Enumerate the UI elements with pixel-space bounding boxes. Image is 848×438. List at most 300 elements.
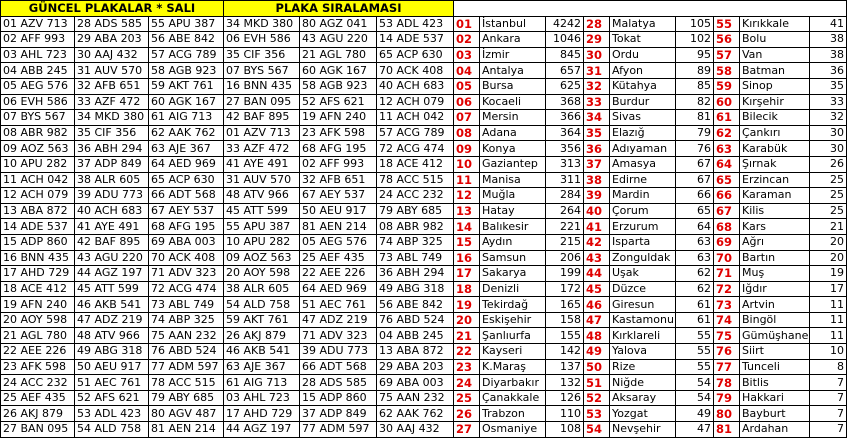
plate-cell[interactable]: 62 AAK 762: [149, 125, 224, 141]
city-cell[interactable]: Bursa: [480, 78, 546, 94]
count-cell[interactable]: 105: [676, 16, 714, 32]
city-cell[interactable]: Giresun: [610, 297, 676, 313]
code-cell[interactable]: 41: [584, 219, 610, 235]
code-cell[interactable]: 50: [584, 359, 610, 375]
plate-cell[interactable]: 37 ADP 849: [300, 406, 377, 422]
count-cell[interactable]: 132: [546, 375, 584, 391]
plate-cell[interactable]: 11 ACH 042: [377, 110, 454, 126]
code-cell[interactable]: 13: [454, 203, 480, 219]
count-cell[interactable]: 36: [810, 63, 847, 79]
plate-cell[interactable]: 80 AGV 487: [149, 406, 224, 422]
plate-cell[interactable]: 06 EVH 586: [224, 32, 300, 48]
code-cell[interactable]: 11: [454, 172, 480, 188]
city-cell[interactable]: Çorum: [610, 203, 676, 219]
plate-cell[interactable]: 16 BNN 435: [224, 78, 300, 94]
count-cell[interactable]: 79: [676, 125, 714, 141]
code-cell[interactable]: 61: [714, 110, 740, 126]
plate-cell[interactable]: 31 AUV 570: [75, 63, 149, 79]
city-cell[interactable]: Konya: [480, 141, 546, 157]
count-cell[interactable]: 158: [546, 312, 584, 328]
plate-cell[interactable]: 59 AKT 761: [224, 312, 300, 328]
city-cell[interactable]: Isparta: [610, 234, 676, 250]
city-cell[interactable]: Antalya: [480, 63, 546, 79]
count-cell[interactable]: 11: [810, 312, 847, 328]
plate-cell[interactable]: 42 BAF 895: [75, 234, 149, 250]
count-cell[interactable]: 47: [676, 422, 714, 438]
code-cell[interactable]: 03: [454, 47, 480, 63]
code-cell[interactable]: 19: [454, 297, 480, 313]
count-cell[interactable]: 137: [546, 359, 584, 375]
plate-cell[interactable]: 38 ALR 605: [75, 172, 149, 188]
city-cell[interactable]: Osmaniye: [480, 422, 546, 438]
count-cell[interactable]: 155: [546, 328, 584, 344]
plate-cell[interactable]: 43 AGU 220: [75, 250, 149, 266]
count-cell[interactable]: 25: [810, 188, 847, 204]
city-cell[interactable]: Karabük: [740, 141, 810, 157]
plate-cell[interactable]: 25 AEF 435: [300, 250, 377, 266]
plate-cell[interactable]: 10 APU 282: [224, 234, 300, 250]
plate-cell[interactable]: 52 AFS 621: [300, 94, 377, 110]
city-cell[interactable]: Aydın: [480, 234, 546, 250]
plate-cell[interactable]: 25 AEF 435: [1, 390, 75, 406]
plate-cell[interactable]: 33 AZF 472: [75, 94, 149, 110]
city-cell[interactable]: Kütahya: [610, 78, 676, 94]
code-cell[interactable]: 29: [584, 32, 610, 48]
plate-cell[interactable]: 19 AFN 240: [1, 297, 75, 313]
city-cell[interactable]: Çanakkale: [480, 390, 546, 406]
count-cell[interactable]: 366: [546, 110, 584, 126]
plate-cell[interactable]: 65 ACP 630: [377, 47, 454, 63]
plate-cell[interactable]: 46 AKB 541: [75, 297, 149, 313]
city-cell[interactable]: Sinop: [740, 78, 810, 94]
plate-cell[interactable]: 47 ADZ 219: [300, 312, 377, 328]
plate-cell[interactable]: 75 AAN 232: [149, 328, 224, 344]
plate-cell[interactable]: 08 ABR 982: [1, 125, 75, 141]
count-cell[interactable]: 284: [546, 188, 584, 204]
count-cell[interactable]: 21: [810, 219, 847, 235]
plate-cell[interactable]: 68 AFG 195: [149, 219, 224, 235]
city-cell[interactable]: Malatya: [610, 16, 676, 32]
plate-cell[interactable]: 28 ADS 585: [75, 16, 149, 32]
city-cell[interactable]: Aksaray: [610, 390, 676, 406]
code-cell[interactable]: 24: [454, 375, 480, 391]
plate-cell[interactable]: 39 ADU 773: [75, 188, 149, 204]
count-cell[interactable]: 38: [810, 32, 847, 48]
code-cell[interactable]: 22: [454, 344, 480, 360]
count-cell[interactable]: 49: [676, 406, 714, 422]
count-cell[interactable]: 67: [676, 156, 714, 172]
code-cell[interactable]: 28: [584, 16, 610, 32]
code-cell[interactable]: 21: [454, 328, 480, 344]
code-cell[interactable]: 44: [584, 266, 610, 282]
city-cell[interactable]: Ağrı: [740, 234, 810, 250]
code-cell[interactable]: 71: [714, 266, 740, 282]
plate-cell[interactable]: 45 ATT 599: [75, 281, 149, 297]
plate-cell[interactable]: 57 ACG 789: [149, 47, 224, 63]
count-cell[interactable]: 66: [676, 188, 714, 204]
code-cell[interactable]: 01: [454, 16, 480, 32]
plate-cell[interactable]: 73 ABL 749: [149, 297, 224, 313]
code-cell[interactable]: 43: [584, 250, 610, 266]
plate-cell[interactable]: 07 BYS 567: [1, 110, 75, 126]
plate-cell[interactable]: 32 AFB 651: [300, 172, 377, 188]
plate-cell[interactable]: 44 AGZ 197: [75, 266, 149, 282]
plate-cell[interactable]: 27 BAN 095: [1, 422, 75, 438]
plate-cell[interactable]: 41 AYE 491: [75, 219, 149, 235]
plate-cell[interactable]: 22 AEE 226: [300, 266, 377, 282]
code-cell[interactable]: 51: [584, 375, 610, 391]
plate-cell[interactable]: 53 ADL 423: [75, 406, 149, 422]
city-cell[interactable]: Erzincan: [740, 172, 810, 188]
city-cell[interactable]: Bayburt: [740, 406, 810, 422]
plate-cell[interactable]: 24 ACC 232: [1, 375, 75, 391]
code-cell[interactable]: 35: [584, 125, 610, 141]
plate-cell[interactable]: 80 AGZ 041: [300, 16, 377, 32]
plate-cell[interactable]: 71 ADV 323: [149, 266, 224, 282]
plate-cell[interactable]: 64 AED 969: [300, 281, 377, 297]
city-cell[interactable]: Ardahan: [740, 422, 810, 438]
plate-cell[interactable]: 48 ATV 966: [224, 188, 300, 204]
plate-cell[interactable]: 31 AUV 570: [224, 172, 300, 188]
plate-cell[interactable]: 72 ACG 474: [149, 281, 224, 297]
count-cell[interactable]: 38: [810, 47, 847, 63]
plate-cell[interactable]: 61 AIG 713: [149, 110, 224, 126]
plate-cell[interactable]: 73 ABL 749: [377, 250, 454, 266]
plate-cell[interactable]: 63 AJE 367: [224, 359, 300, 375]
city-cell[interactable]: Çankırı: [740, 125, 810, 141]
code-cell[interactable]: 73: [714, 297, 740, 313]
count-cell[interactable]: 25: [810, 203, 847, 219]
city-cell[interactable]: Van: [740, 47, 810, 63]
plate-cell[interactable]: 06 EVH 586: [1, 94, 75, 110]
count-cell[interactable]: 26: [810, 156, 847, 172]
code-cell[interactable]: 75: [714, 328, 740, 344]
count-cell[interactable]: 313: [546, 156, 584, 172]
count-cell[interactable]: 32: [810, 110, 847, 126]
code-cell[interactable]: 53: [584, 406, 610, 422]
plate-cell[interactable]: 77 ADM 597: [149, 359, 224, 375]
plate-cell[interactable]: 36 ABH 294: [377, 266, 454, 282]
count-cell[interactable]: 7: [810, 390, 847, 406]
plate-cell[interactable]: 70 ACK 408: [377, 63, 454, 79]
code-cell[interactable]: 07: [454, 110, 480, 126]
count-cell[interactable]: 85: [676, 78, 714, 94]
plate-cell[interactable]: 14 ADE 537: [377, 32, 454, 48]
count-cell[interactable]: 172: [546, 281, 584, 297]
count-cell[interactable]: 625: [546, 78, 584, 94]
code-cell[interactable]: 14: [454, 219, 480, 235]
city-cell[interactable]: Kilis: [740, 203, 810, 219]
count-cell[interactable]: 33: [810, 94, 847, 110]
code-cell[interactable]: 45: [584, 281, 610, 297]
city-cell[interactable]: Şırnak: [740, 156, 810, 172]
plate-cell[interactable]: 68 AFG 195: [300, 141, 377, 157]
city-cell[interactable]: Edirne: [610, 172, 676, 188]
code-cell[interactable]: 74: [714, 312, 740, 328]
code-cell[interactable]: 25: [454, 390, 480, 406]
plate-cell[interactable]: 40 ACH 683: [377, 78, 454, 94]
city-cell[interactable]: Diyarbakır: [480, 375, 546, 391]
city-cell[interactable]: Samsun: [480, 250, 546, 266]
city-cell[interactable]: Elazığ: [610, 125, 676, 141]
city-cell[interactable]: Burdur: [610, 94, 676, 110]
plate-cell[interactable]: 17 AHD 729: [224, 406, 300, 422]
code-cell[interactable]: 12: [454, 188, 480, 204]
plate-cell[interactable]: 14 ADE 537: [1, 219, 75, 235]
code-cell[interactable]: 09: [454, 141, 480, 157]
count-cell[interactable]: 76: [676, 141, 714, 157]
plate-cell[interactable]: 78 ACC 515: [377, 172, 454, 188]
plate-cell[interactable]: 16 BNN 435: [1, 250, 75, 266]
plate-cell[interactable]: 09 AOZ 563: [224, 250, 300, 266]
code-cell[interactable]: 04: [454, 63, 480, 79]
plate-cell[interactable]: 66 ADT 568: [300, 359, 377, 375]
code-cell[interactable]: 70: [714, 250, 740, 266]
count-cell[interactable]: 356: [546, 141, 584, 157]
plate-cell[interactable]: 41 AYE 491: [224, 156, 300, 172]
plate-cell[interactable]: 13 ABA 872: [1, 203, 75, 219]
plate-cell[interactable]: 27 BAN 095: [224, 94, 300, 110]
count-cell[interactable]: 11: [810, 328, 847, 344]
city-cell[interactable]: Niğde: [610, 375, 676, 391]
count-cell[interactable]: 41: [810, 16, 847, 32]
plate-cell[interactable]: 11 ACH 042: [1, 172, 75, 188]
plate-cell[interactable]: 78 ACC 515: [149, 375, 224, 391]
plate-cell[interactable]: 35 CIF 356: [224, 47, 300, 63]
plate-cell[interactable]: 59 AKT 761: [149, 78, 224, 94]
plate-cell[interactable]: 67 AEY 537: [300, 188, 377, 204]
plate-cell[interactable]: 01 AZV 713: [1, 16, 75, 32]
plate-cell[interactable]: 12 ACH 079: [1, 188, 75, 204]
plate-cell[interactable]: 69 ABA 003: [149, 234, 224, 250]
city-cell[interactable]: Kayseri: [480, 344, 546, 360]
plate-cell[interactable]: 10 APU 282: [1, 156, 75, 172]
plate-cell[interactable]: 34 MKD 380: [75, 110, 149, 126]
city-cell[interactable]: Düzce: [610, 281, 676, 297]
city-cell[interactable]: K.Maraş: [480, 359, 546, 375]
code-cell[interactable]: 52: [584, 390, 610, 406]
count-cell[interactable]: 215: [546, 234, 584, 250]
code-cell[interactable]: 32: [584, 78, 610, 94]
count-cell[interactable]: 364: [546, 125, 584, 141]
plate-cell[interactable]: 47 ADZ 219: [75, 312, 149, 328]
city-cell[interactable]: Muş: [740, 266, 810, 282]
count-cell[interactable]: 368: [546, 94, 584, 110]
city-cell[interactable]: Kırıkkale: [740, 16, 810, 32]
plate-cell[interactable]: 81 AEN 214: [300, 219, 377, 235]
code-cell[interactable]: 38: [584, 172, 610, 188]
code-cell[interactable]: 33: [584, 94, 610, 110]
code-cell[interactable]: 08: [454, 125, 480, 141]
code-cell[interactable]: 58: [714, 63, 740, 79]
city-cell[interactable]: Adana: [480, 125, 546, 141]
plate-cell[interactable]: 50 AEU 917: [75, 359, 149, 375]
plate-cell[interactable]: 48 ATV 966: [75, 328, 149, 344]
city-cell[interactable]: Manisa: [480, 172, 546, 188]
count-cell[interactable]: 845: [546, 47, 584, 63]
plate-cell[interactable]: 49 ABG 318: [75, 344, 149, 360]
count-cell[interactable]: 61: [676, 297, 714, 313]
count-cell[interactable]: 264: [546, 203, 584, 219]
plate-cell[interactable]: 62 AAK 762: [377, 406, 454, 422]
count-cell[interactable]: 35: [810, 78, 847, 94]
plate-cell[interactable]: 43 AGU 220: [300, 32, 377, 48]
city-cell[interactable]: Gaziantep: [480, 156, 546, 172]
city-cell[interactable]: Tokat: [610, 32, 676, 48]
plate-cell[interactable]: 54 ALD 758: [75, 422, 149, 438]
plate-cell[interactable]: 17 AHD 729: [1, 266, 75, 282]
count-cell[interactable]: 7: [810, 422, 847, 438]
code-cell[interactable]: 20: [454, 312, 480, 328]
code-cell[interactable]: 31: [584, 63, 610, 79]
count-cell[interactable]: 199: [546, 266, 584, 282]
city-cell[interactable]: Erzurum: [610, 219, 676, 235]
code-cell[interactable]: 17: [454, 266, 480, 282]
city-cell[interactable]: Hakkari: [740, 390, 810, 406]
count-cell[interactable]: 65: [676, 203, 714, 219]
city-cell[interactable]: Muğla: [480, 188, 546, 204]
plate-cell[interactable]: 13 ABA 872: [377, 344, 454, 360]
plate-cell[interactable]: 23 AFK 598: [300, 125, 377, 141]
count-cell[interactable]: 54: [676, 375, 714, 391]
city-cell[interactable]: Tunceli: [740, 359, 810, 375]
plate-cell[interactable]: 57 ACG 789: [377, 125, 454, 141]
count-cell[interactable]: 11: [810, 297, 847, 313]
city-cell[interactable]: İzmir: [480, 47, 546, 63]
plate-cell[interactable]: 30 AAJ 432: [75, 47, 149, 63]
count-cell[interactable]: 657: [546, 63, 584, 79]
plate-cell[interactable]: 45 ATT 599: [224, 203, 300, 219]
code-cell[interactable]: 10: [454, 156, 480, 172]
plate-cell[interactable]: 71 ADV 323: [300, 328, 377, 344]
plate-cell[interactable]: 12 ACH 079: [377, 94, 454, 110]
city-cell[interactable]: Uşak: [610, 266, 676, 282]
count-cell[interactable]: 63: [676, 250, 714, 266]
count-cell[interactable]: 95: [676, 47, 714, 63]
city-cell[interactable]: Nevşehir: [610, 422, 676, 438]
city-cell[interactable]: Bingöl: [740, 312, 810, 328]
code-cell[interactable]: 57: [714, 47, 740, 63]
plate-cell[interactable]: 76 ABD 524: [149, 344, 224, 360]
plate-cell[interactable]: 09 AOZ 563: [1, 141, 75, 157]
code-cell[interactable]: 16: [454, 250, 480, 266]
city-cell[interactable]: Bolu: [740, 32, 810, 48]
plate-cell[interactable]: 55 APU 387: [224, 219, 300, 235]
plate-cell[interactable]: 38 ALR 605: [224, 281, 300, 297]
plate-cell[interactable]: 56 ABE 842: [377, 297, 454, 313]
code-cell[interactable]: 26: [454, 406, 480, 422]
city-cell[interactable]: Sivas: [610, 110, 676, 126]
city-cell[interactable]: Artvin: [740, 297, 810, 313]
code-cell[interactable]: 66: [714, 188, 740, 204]
count-cell[interactable]: 4242: [546, 16, 584, 32]
count-cell[interactable]: 10: [810, 344, 847, 360]
plate-cell[interactable]: 20 AOY 598: [224, 266, 300, 282]
plate-cell[interactable]: 40 ACH 683: [75, 203, 149, 219]
city-cell[interactable]: Gümüşhane: [740, 328, 810, 344]
plate-cell[interactable]: 05 AEG 576: [300, 234, 377, 250]
plate-cell[interactable]: 58 AGB 923: [149, 63, 224, 79]
city-cell[interactable]: Sakarya: [480, 266, 546, 282]
plate-cell[interactable]: 81 AEN 214: [149, 422, 224, 438]
plate-cell[interactable]: 74 ABP 325: [149, 312, 224, 328]
code-cell[interactable]: 39: [584, 188, 610, 204]
plate-cell[interactable]: 60 AGK 167: [149, 94, 224, 110]
code-cell[interactable]: 60: [714, 94, 740, 110]
plate-cell[interactable]: 52 AFS 621: [75, 390, 149, 406]
city-cell[interactable]: Ordu: [610, 47, 676, 63]
city-cell[interactable]: Yalova: [610, 344, 676, 360]
code-cell[interactable]: 77: [714, 359, 740, 375]
city-cell[interactable]: Hatay: [480, 203, 546, 219]
plate-cell[interactable]: 22 AEE 226: [1, 344, 75, 360]
code-cell[interactable]: 49: [584, 344, 610, 360]
plate-cell[interactable]: 32 AFB 651: [75, 78, 149, 94]
plate-cell[interactable]: 64 AED 969: [149, 156, 224, 172]
plate-cell[interactable]: 76 ABD 524: [377, 312, 454, 328]
city-cell[interactable]: Ankara: [480, 32, 546, 48]
code-cell[interactable]: 56: [714, 32, 740, 48]
plate-cell[interactable]: 65 ACP 630: [149, 172, 224, 188]
count-cell[interactable]: 221: [546, 219, 584, 235]
plate-cell[interactable]: 24 ACC 232: [377, 188, 454, 204]
city-cell[interactable]: Şanlıurfa: [480, 328, 546, 344]
city-cell[interactable]: Kastamonu: [610, 312, 676, 328]
count-cell[interactable]: 1046: [546, 32, 584, 48]
code-cell[interactable]: 59: [714, 78, 740, 94]
count-cell[interactable]: 55: [676, 344, 714, 360]
plate-cell[interactable]: 55 APU 387: [149, 16, 224, 32]
plate-cell[interactable]: 05 AEG 576: [1, 78, 75, 94]
plate-cell[interactable]: 77 ADM 597: [300, 422, 377, 438]
city-cell[interactable]: Eskişehir: [480, 312, 546, 328]
code-cell[interactable]: 62: [714, 125, 740, 141]
plate-cell[interactable]: 36 ABH 294: [75, 141, 149, 157]
city-cell[interactable]: Siirt: [740, 344, 810, 360]
count-cell[interactable]: 54: [676, 390, 714, 406]
code-cell[interactable]: 72: [714, 281, 740, 297]
city-cell[interactable]: Bilecik: [740, 110, 810, 126]
count-cell[interactable]: 67: [676, 172, 714, 188]
plate-cell[interactable]: 04 ABB 245: [377, 328, 454, 344]
count-cell[interactable]: 61: [676, 312, 714, 328]
code-cell[interactable]: 76: [714, 344, 740, 360]
city-cell[interactable]: Denizli: [480, 281, 546, 297]
plate-cell[interactable]: 60 AGK 167: [300, 63, 377, 79]
code-cell[interactable]: 36: [584, 141, 610, 157]
plate-cell[interactable]: 28 ADS 585: [300, 375, 377, 391]
plate-cell[interactable]: 46 AKB 541: [224, 344, 300, 360]
plate-cell[interactable]: 21 AGL 780: [1, 328, 75, 344]
plate-cell[interactable]: 08 ABR 982: [377, 219, 454, 235]
plate-cell[interactable]: 63 AJE 367: [149, 141, 224, 157]
plate-cell[interactable]: 02 AFF 993: [300, 156, 377, 172]
code-cell[interactable]: 81: [714, 422, 740, 438]
plate-cell[interactable]: 07 BYS 567: [224, 63, 300, 79]
code-cell[interactable]: 18: [454, 281, 480, 297]
plate-cell[interactable]: 39 ADU 773: [300, 344, 377, 360]
city-cell[interactable]: Mardin: [610, 188, 676, 204]
count-cell[interactable]: 82: [676, 94, 714, 110]
plate-cell[interactable]: 20 AOY 598: [1, 312, 75, 328]
plate-cell[interactable]: 19 AFN 240: [300, 110, 377, 126]
city-cell[interactable]: Yozgat: [610, 406, 676, 422]
city-cell[interactable]: Afyon: [610, 63, 676, 79]
code-cell[interactable]: 47: [584, 312, 610, 328]
plate-cell[interactable]: 29 ABA 203: [75, 32, 149, 48]
plate-cell[interactable]: 79 ABY 685: [149, 390, 224, 406]
plate-cell[interactable]: 01 AZV 713: [224, 125, 300, 141]
